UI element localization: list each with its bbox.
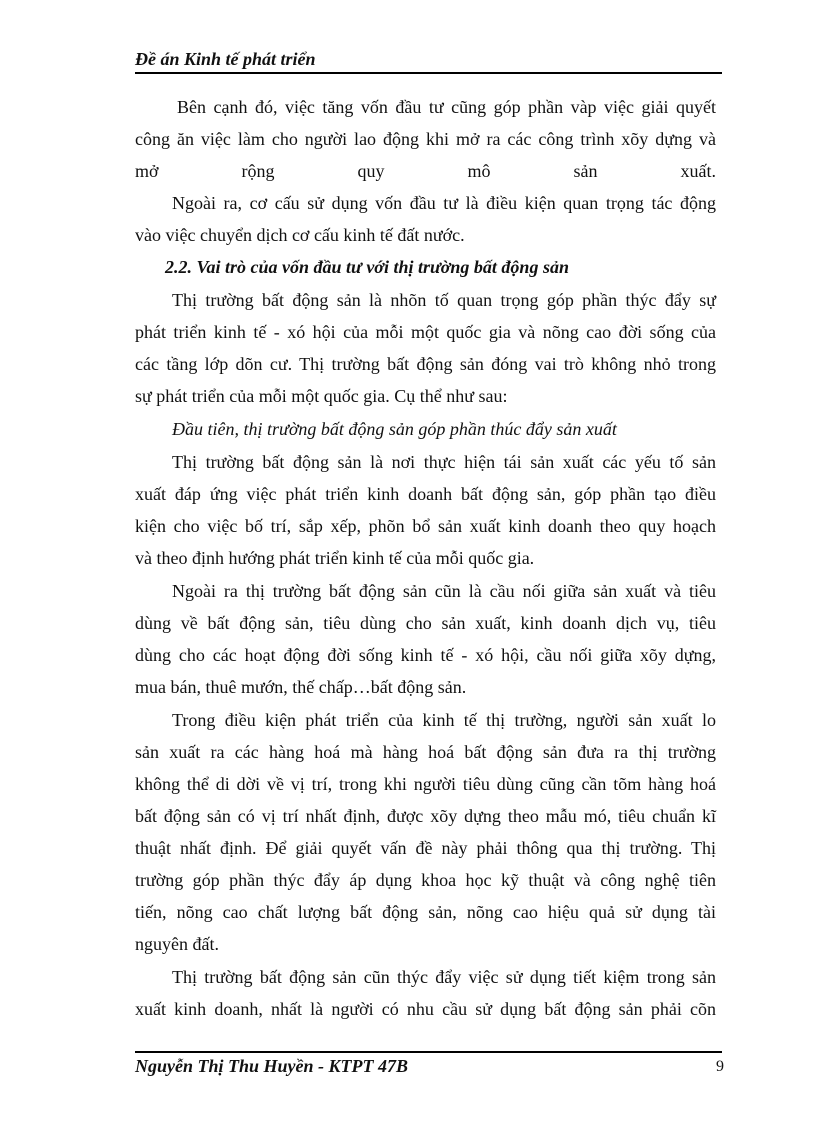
italic-subheading: Đầu tiên, thị trường bất động sản góp phần thúc đẩy sản xuất xyxy=(172,419,617,439)
body-line: xuất đáp ứng việc phát triển kinh doanh bất động sản, góp phần tạo điều xyxy=(135,484,716,504)
body-line: Thị trường bất động sản cũn thýc đẩy việc sử dụng tiết kiệm trong sản xyxy=(172,967,716,987)
body-line: kiện cho việc bố trí, sắp xếp, phõn bổ sản xuất kinh doanh theo quy hoạch xyxy=(135,516,716,536)
footer-rule xyxy=(135,1051,722,1053)
section-heading: 2.2. Vai trò của vốn đầu tư với thị trường bất động sản xyxy=(165,257,569,277)
body-line: trường góp phần thýc đẩy áp dụng khoa học kỹ thuật và công nghệ tiên xyxy=(135,870,716,890)
body-line: Bên cạnh đó, việc tăng vốn đầu tư cũng góp phần vàp việc giải quyết xyxy=(177,97,716,117)
body-line: sự phát triển của mỗi một quốc gia. Cụ thể như sau: xyxy=(135,386,508,406)
body-line: bất động sản có vị trí nhất định, được xõy dựng theo mẫu mó, tiêu chuẩn kĩ xyxy=(135,806,716,826)
body-line: và theo định hướng phát triển kinh tế của mỗi quốc gia. xyxy=(135,548,535,568)
body-line: Thị trường bất động sản là nhõn tố quan trọng góp phần thýc đẩy sự xyxy=(172,290,716,310)
body-line: xuất kinh doanh, nhất là người có nhu cầu sử dụng bất động sản phải cõn xyxy=(135,999,716,1019)
page-number: 9 xyxy=(716,1058,724,1075)
footer-author: Nguyễn Thị Thu Huyền - KTPT 47B xyxy=(135,1056,409,1076)
body-line: không thể di dời về vị trí, trong khi người tiêu dùng cũng cần tõm hàng hoá xyxy=(135,774,716,794)
body-line: công ăn việc làm cho người lao động khi mở ra các công trình xõy dựng và xyxy=(135,129,716,149)
body-line: tiến, nõng cao chất lượng bất động sản, nõng cao hiệu quả sử dụng tài xyxy=(135,902,716,922)
body-line: phát triển kinh tế - xó hội của mỗi một quốc gia và nõng cao đời sống của xyxy=(135,322,716,342)
body-line: nguyên đất. xyxy=(135,934,219,954)
body-line: dùng về bất động sản, tiêu dùng cho sản xuất, kinh doanh dịch vụ, tiêu xyxy=(135,613,716,633)
body-line: các tầng lớp dõn cư. Thị trường bất động sản đóng vai trò không nhỏ trong xyxy=(135,354,716,374)
header-rule xyxy=(135,72,722,74)
body-line: vào việc chuyển dịch cơ cấu kinh tế đất nước. xyxy=(135,225,465,245)
body-line: dùng cho các hoạt động đời sống kinh tế - xó hội, cầu nối giữa xõy dựng, xyxy=(135,645,716,665)
body-line: Ngoài ra thị trường bất động sản cũn là cầu nối giữa sản xuất và tiêu xyxy=(172,581,716,601)
body-line: mở rộng quy mô sản xuất. xyxy=(135,161,716,181)
body-line: Thị trường bất động sản là nơi thực hiện tái sản xuất các yếu tố sản xyxy=(172,452,716,472)
body-line: mua bán, thuê mướn, thế chấp…bất động sản. xyxy=(135,677,467,697)
body-line: thuật nhất định. Để giải quyết vấn đề này phải thông qua thị trường. Thị xyxy=(135,838,716,858)
page-header-title: Đề án Kinh tế phát triển xyxy=(135,49,316,69)
body-line: Trong điều kiện phát triển của kinh tế thị trường, người sản xuất lo xyxy=(172,710,716,730)
body-line: Ngoài ra, cơ cấu sử dụng vốn đầu tư là điều kiện quan trọng tác động xyxy=(172,193,716,213)
body-line: sản xuất ra các hàng hoá mà hàng hoá bất động sản đưa ra thị trường xyxy=(135,742,716,762)
